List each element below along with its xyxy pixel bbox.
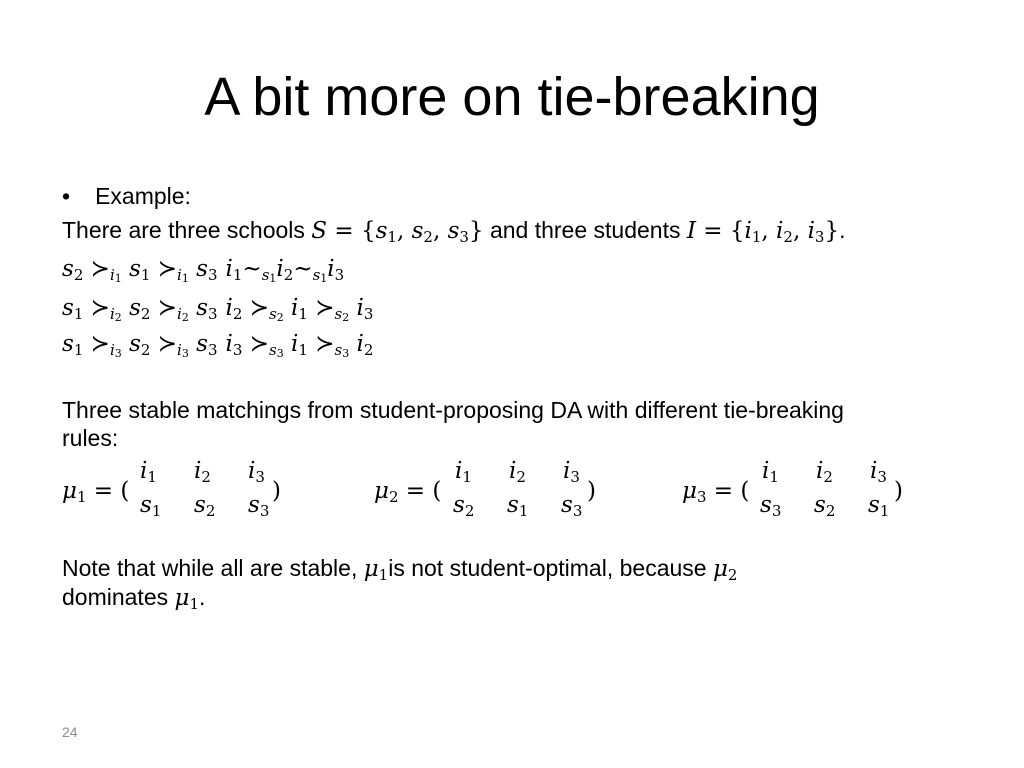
note-line-1 <box>62 555 737 584</box>
matching-cell: $s_1$ <box>868 492 890 520</box>
matching-cell: $i_1$ <box>455 458 472 486</box>
matching-label: $\mu_2$ = ( <box>374 478 442 506</box>
intro-text-c: . <box>839 217 846 243</box>
schools-set: S <box>311 218 328 244</box>
comma: , <box>792 218 808 244</box>
matching-cell: $i_2$ <box>816 458 833 486</box>
matching-cell: $s_1$ <box>507 492 529 520</box>
mu1-symbol: $\mu_1$ <box>174 585 200 613</box>
matching-cell: $i_3$ <box>563 458 580 486</box>
equals-sign: = { <box>327 218 376 244</box>
matching-cell: $i_3$ <box>870 458 887 486</box>
bullet-dot: • <box>62 183 71 209</box>
intro-text-b: and three students <box>483 217 687 243</box>
intro-text-a: There are three schools <box>62 217 312 243</box>
note-text-c: dominates <box>62 584 175 610</box>
matching-cell: $s_2$ <box>814 492 836 520</box>
brace: } <box>824 218 840 244</box>
school-s1: $s_1$ <box>375 218 397 246</box>
paren: ) <box>587 478 596 504</box>
intro-line <box>62 217 846 246</box>
matching-label: $\mu_1$ = ( <box>62 478 130 506</box>
matching-cell: $i_2$ <box>509 458 526 486</box>
paren: ) <box>272 478 281 504</box>
bullet-item <box>62 183 191 210</box>
matching-cell: $s_3$ <box>760 492 782 520</box>
matching-cell: $s_1$ <box>140 492 162 520</box>
matching-cell: $i_3$ <box>248 458 265 486</box>
school-s3: $s_3$ <box>447 218 469 246</box>
matching-cell: $s_3$ <box>248 492 270 520</box>
note-line-2 <box>62 584 205 613</box>
matching-label: $\mu_3$ = ( <box>682 478 750 506</box>
mu1-symbol: $\mu_1$ <box>363 556 389 584</box>
matching-cell: $s_2$ <box>453 492 475 520</box>
bullet-label: Example: <box>95 183 191 209</box>
brace: } <box>468 218 484 244</box>
preference-line-i2: $s_1$ $≻_{i_2}$ $s_2$ $≻_{i_2}$ $s_3$ $i_2$ $≻_{s_2}$ $i_1$ $≻_{s_2}$ $i_3$ <box>62 295 374 324</box>
students-set: I <box>686 218 696 244</box>
paren: ) <box>894 478 903 504</box>
matching-cell: $i_2$ <box>194 458 211 486</box>
matching-cell: $i_1$ <box>140 458 157 486</box>
note-text-b: is not student-optimal, because <box>388 555 713 581</box>
matchings-text-2: rules: <box>62 425 119 451</box>
slide-title: A bit more on tie-breaking <box>204 67 820 127</box>
comma: , <box>761 218 777 244</box>
page-number: 24 <box>62 724 78 740</box>
note-text-d: . <box>199 584 206 610</box>
comma: , <box>432 218 448 244</box>
matching-cell: $s_3$ <box>561 492 583 520</box>
matching-cell: $s_2$ <box>194 492 216 520</box>
mu2-symbol: $\mu_2$ <box>712 556 738 584</box>
comma: , <box>396 218 412 244</box>
note-text-a: Note that while all are stable, <box>62 555 364 581</box>
school-s2: $s_2$ <box>411 218 433 246</box>
preference-line-i3: $s_1$ $≻_{i_3}$ $s_2$ $≻_{i_3}$ $s_3$ $i_3$ $≻_{s_3}$ $i_1$ $≻_{s_3}$ $i_2$ <box>62 331 374 360</box>
equals-sign: = { <box>695 218 745 244</box>
matchings-text: Three stable matchings from student-proposing DA with different tie-breaking <box>62 397 844 423</box>
matching-cell: $i_1$ <box>762 458 779 486</box>
preference-line-i1: $s_2$ $≻_{i_1}$ $s_1$ $≻_{i_1}$ $s_3$ $i_1\sim_{s_1}i_2\sim_{s_1}i_3$ <box>62 256 345 285</box>
student-i2: $i_2$ <box>776 218 793 246</box>
student-i3: $i_3$ <box>807 218 825 246</box>
student-i1: $i_1$ <box>744 218 762 246</box>
